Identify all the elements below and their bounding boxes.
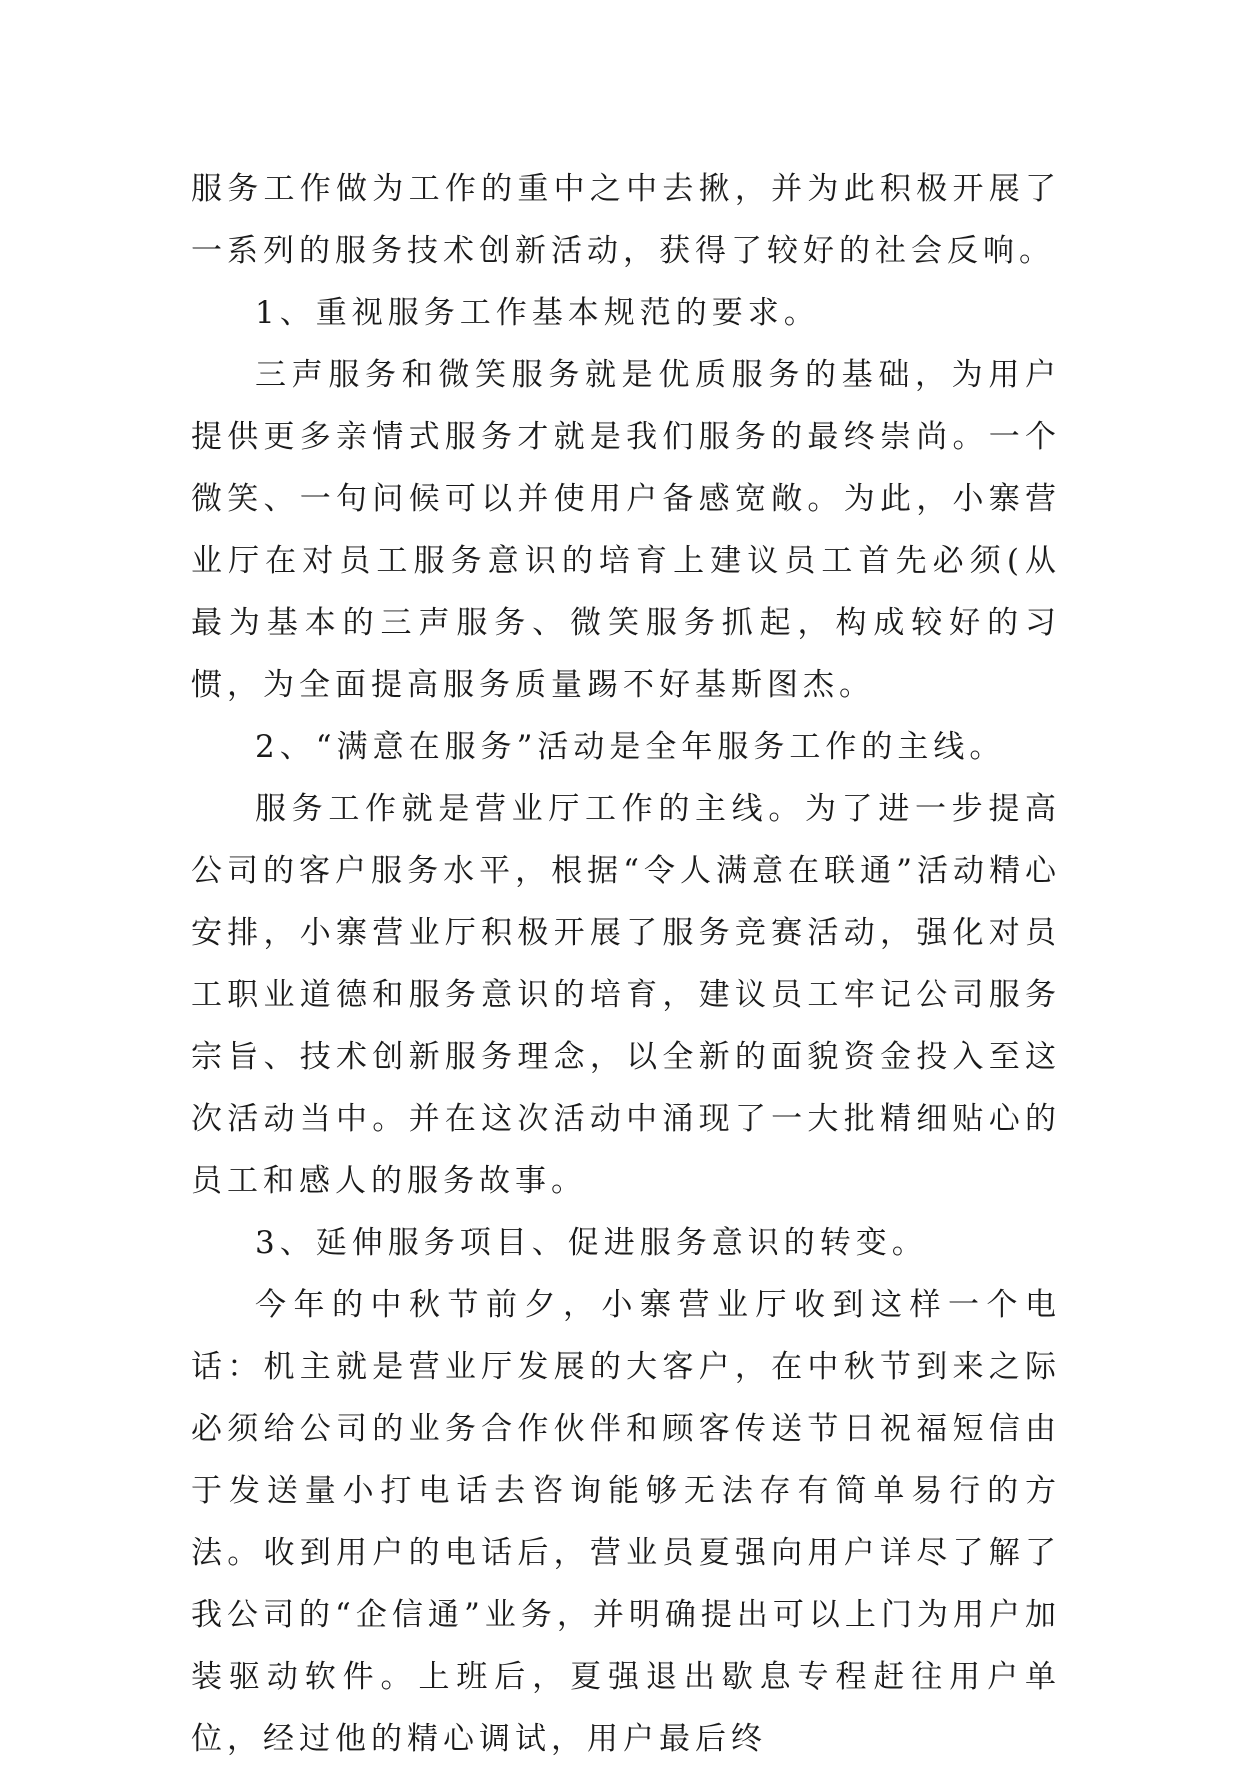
document-body bbox=[191, 158, 1061, 1770]
section-heading-2: 2、“满意在服务”活动是全年服务工作的主线。 bbox=[255, 729, 1006, 765]
paragraph-mid-autumn-story: 今年的中秋节前夕，小寨营业厅收到这样一个电话：机主就是营业厅发展的大客户，在中秋节到来之际必须给公司的业务合作伙伴和顾客传送节日祝福短信由于发送量小打电话去咨询能够无法存有简单易行的方法。收到用户的电话后，营业员夏强向用户详尽了解了我公司的“企信通”业务，并明确提出可以上门为用户加装驱动软件。上班后，夏强退出歇息专程赶往用户单位，经过他的精心调试，用户最后终 bbox=[191, 1287, 1061, 1757]
paragraph-satisfaction-activity: 服务工作就是营业厅工作的主线。为了进一步提高公司的客户服务水平，根据“令人满意在联通”活动精心安排，小寨营业厅积极开展了服务竞赛活动，强化对员工职业道德和服务意识的培育，建议员工牢记公司服务宗旨、技术创新服务理念，以全新的面貌资金投入至这次活动当中。并在这次活动中涌现了一大批精细贴心的员工和感人的服务故事。 bbox=[191, 791, 1061, 1199]
section-heading-1: 1、重视服务工作基本规范的要求。 bbox=[255, 295, 820, 331]
paragraph-service-basics: 三声服务和微笑服务就是优质服务的基础，为用户提供更多亲情式服务才就是我们服务的最终崇尚。一个微笑、一句问候可以并使用户备感宽敞。为此，小寨营业厅在对员工服务意识的培育上建议员工首先必须(从最为基本的三声服务、微笑服务抓起，构成较好的习惯，为全面提高服务质量踢不好基斯图杰。 bbox=[191, 357, 1061, 703]
paragraph-continuation: 服务工作做为工作的重中之中去揪，并为此积极开展了一系列的服务技术创新活动，获得了较好的社会反响。 bbox=[191, 171, 1061, 269]
section-heading-3: 3、延伸服务项目、促进服务意识的转变。 bbox=[255, 1225, 928, 1261]
